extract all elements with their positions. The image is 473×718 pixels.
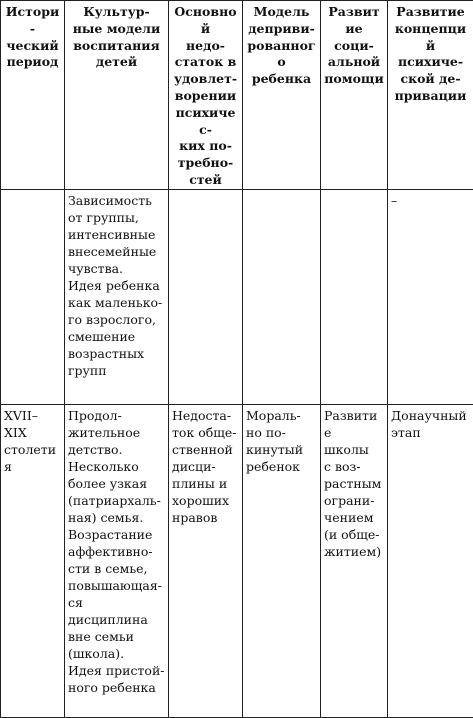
cell-period (1, 189, 65, 404)
cell-period: XVII– XIX столетия (1, 404, 65, 717)
cell-child-model (243, 189, 321, 404)
header-social-help: Развитие соци- альной помощи (321, 1, 388, 190)
header-deprivation-concepts: Развитие концепций психиче- ской де- привации (388, 1, 473, 190)
cell-social-help (321, 189, 388, 404)
table-header-row (1, 1, 473, 190)
header-deprived-child-model: Модель деприви- рованного ребенка (243, 1, 321, 190)
cell-deficit: Недоста- ток обще- ственной дисци- плины и хороших нравов (169, 404, 243, 717)
header-historical-period: Истори- ческий период (1, 1, 65, 190)
cell-models: Продол- жительное детство. Несколько более узкая (патриархаль- ная) семья. Возрастание аффективно- сти в семье, повышающая- ся дисциплина вне семьи (школа). Идея пристой- ного ребенка (65, 404, 169, 717)
table-row (1, 404, 473, 717)
header-main-deficit: Основной недо- статок в удовлет- ворении психичес- ких по- требно- стей (169, 1, 243, 190)
cell-deficit (169, 189, 243, 404)
cell-child-model: Мораль- но по- кинутый ребенок (243, 404, 321, 717)
cell-social-help: Развитие школы с воз- растным ограни- чением (и обще- житием) (321, 404, 388, 717)
cell-concepts: – (388, 189, 473, 404)
cell-concepts: Донаучный этап (388, 404, 473, 717)
cell-models: Зависимость от группы, интенсивные внесемейные чувства. Идея ребенка как маленько- го взрослого, смешение возрастных групп (65, 189, 169, 404)
header-cultural-models: Культур- ные модели воспитания детей (65, 1, 169, 190)
table-row (1, 189, 473, 404)
